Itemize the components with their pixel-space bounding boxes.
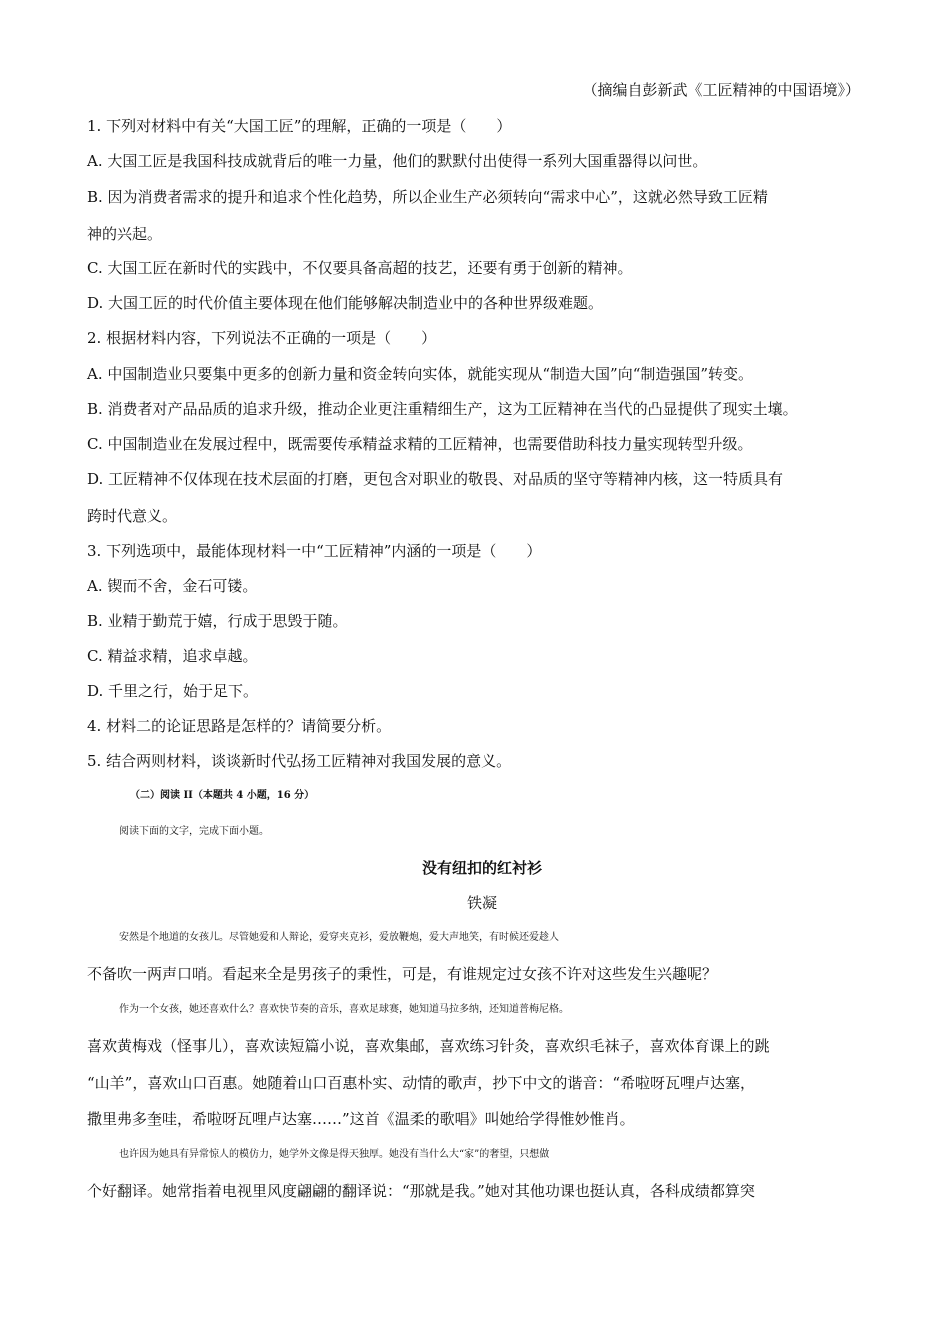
question-1-stem: 1. 下列对材料中有关“大国工匠”的理解，正确的一项是（ ） [87,117,512,135]
paragraph-2-line-1: 作为一个女孩，她还喜欢什么？喜欢快节奏的音乐，喜欢足球赛，她知道马拉多纳，还知道普梅尼格。 [119,1004,569,1015]
question-2-option-b: B. 消费者对产品品质的追求升级，推动企业更注重精细生产，这为工匠精神在当代的凸显提供了现实土壤。 [87,400,798,418]
paragraph-1-line-2: 不备吹一两声口哨。看起来全是男孩子的秉性，可是，有谁规定过女孩不许对这些发生兴趣呢？ [87,965,718,983]
paragraph-2-line-4: 撒里弗多奎哇，希啦呀瓦哩卢达塞……”这首《温柔的歌唱》叫她给学得惟妙惟肖。 [87,1110,635,1128]
story-title: 没有纽扣的红衬衫 [421,859,542,877]
paragraph-3-line-1: 也许因为她具有异常惊人的模仿力，她学外文像是得天独厚。她没有当什么大“家”的奢望，只想做 [119,1149,550,1160]
question-2-option-d: D. 工匠精神不仅体现在技术层面的打磨，更包含对职业的敬畏、对品质的坚守等精神内核，这一特质具有 [87,470,784,488]
reading-instruction: 阅读下面的文字，完成下面小题。 [119,826,269,837]
question-4: 4. 材料二的论证思路是怎样的？请简要分析。 [87,717,392,735]
question-2-option-d-cont: 跨时代意义。 [87,507,178,525]
paragraph-1-line-1: 安然是个地道的女孩儿。尽管她爱和人辩论，爱穿夹克衫，爱放鞭炮，爱大声地笑，有时候还爱趁人 [119,932,559,943]
question-3-option-c: C. 精益求精，追求卓越。 [87,647,258,665]
question-2-option-c: C. 中国制造业在发展过程中，既需要传承精益求精的工匠精神，也需要借助科技力量实现转型升级。 [87,435,753,453]
question-3-option-a: A. 锲而不舍，金石可镂。 [87,577,258,595]
source-citation: （摘编自彭新武《工匠精神的中国语境》） [582,81,860,99]
paragraph-3-line-2: 个好翻译。她常指着电视里风度翩翩的翻译说：“那就是我。”她对其他功课也挺认真，各科成绩都算突 [87,1182,755,1200]
question-1-option-d: D. 大国工匠的时代价值主要体现在他们能够解决制造业中的各种世界级难题。 [87,294,604,312]
question-2-stem: 2. 根据材料内容，下列说法不正确的一项是（ ） [87,329,437,347]
question-1-option-b: B. 因为消费者需求的提升和追求个性化趋势，所以企业生产必须转向“需求中心”，这就必然导致工匠精 [87,188,768,206]
question-1-option-c: C. 大国工匠在新时代的实践中，不仅要具备高超的技艺，还要有勇于创新的精神。 [87,259,633,277]
question-5: 5. 结合两则材料，谈谈新时代弘扬工匠精神对我国发展的意义。 [87,752,512,770]
paragraph-2-line-3: “山羊”，喜欢山口百惠。她随着山口百惠朴实、动情的歌声，抄下中文的谐音：“希啦呀瓦哩卢达塞， [87,1074,756,1092]
story-author: 铁凝 [466,894,497,912]
section-heading: （二）阅读 II（本题共 4 小题，16 分） [130,790,315,801]
question-3-option-b: B. 业精于勤荒于嬉，行成于思毁于随。 [87,612,348,630]
question-3-option-d: D. 千里之行，始于足下。 [87,682,259,700]
question-2-option-a: A. 中国制造业只要集中更多的创新力量和资金转向实体，就能实现从“制造大国”向“制造强国”转变。 [87,365,754,383]
question-3-stem: 3. 下列选项中，最能体现材料一中“工匠精神”内涵的一项是（ ） [87,542,542,560]
question-1-option-b-cont: 神的兴起。 [87,225,163,243]
paragraph-2-line-2: 喜欢黄梅戏（怪事儿），喜欢读短篇小说，喜欢集邮，喜欢练习针灸，喜欢织毛袜子，喜欢体育课上的跳 [87,1037,770,1055]
question-1-option-a: A. 大国工匠是我国科技成就背后的唯一力量，他们的默默付出使得一系列大国重器得以问世。 [87,152,708,170]
